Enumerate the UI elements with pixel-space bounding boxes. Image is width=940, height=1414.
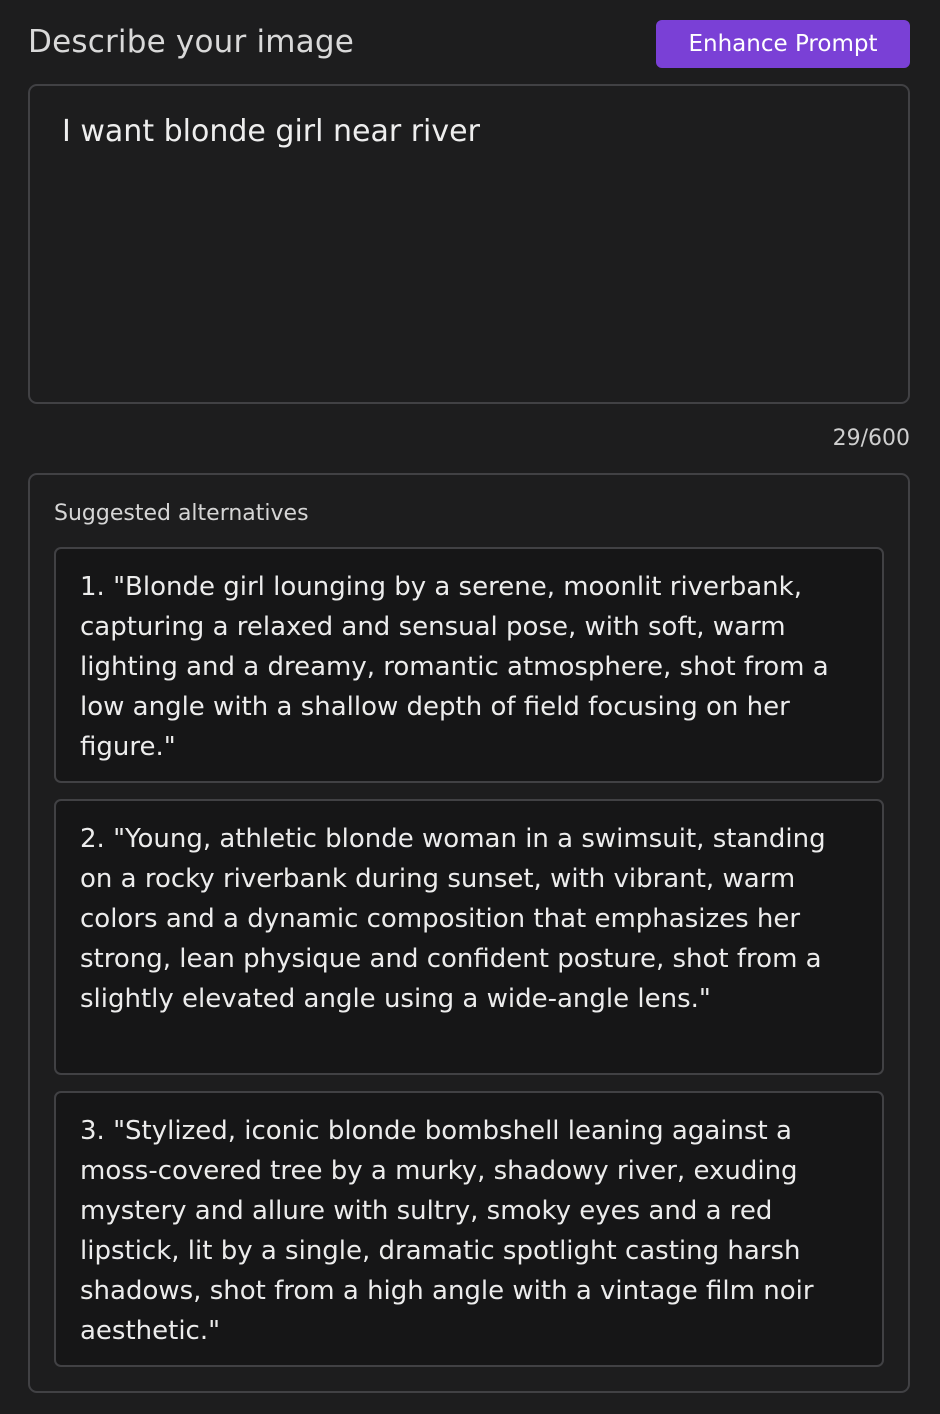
character-count: 29/600 [832,426,910,451]
header [28,20,910,68]
suggested-alternatives-heading: Suggested alternatives [54,501,309,526]
prompt-input[interactable] [28,84,910,404]
alternative-card-1[interactable]: 1. "Blonde girl lounging by a serene, moonlit riverbank, capturing a relaxed and sensual pose, with soft, warm lighting and a dreamy, romantic atmosphere, shot from a low angle with a shallow depth of field focusing on her figure." [54,547,884,783]
enhance-prompt-button[interactable]: Enhance Prompt [656,20,910,68]
suggested-alternatives-panel [28,473,910,1393]
alternative-card-2[interactable]: 2. "Young, athletic blonde woman in a swimsuit, standing on a rocky riverbank during sunset, with vibrant, warm colors and a dynamic composition that emphasizes her strong, lean physique and confident posture, shot from a slightly elevated angle using a wide-angle lens." [54,799,884,1075]
page-title: Describe your image [28,24,355,60]
alternative-card-3[interactable]: 3. "Stylized, iconic blonde bombshell leaning against a moss-covered tree by a murky, shadowy river, exuding mystery and allure with sultry, smoky eyes and a red lipstick, lit by a single, dramatic spotlight casting harsh shadows, shot from a high angle with a vintage film noir aesthetic." [54,1091,884,1367]
